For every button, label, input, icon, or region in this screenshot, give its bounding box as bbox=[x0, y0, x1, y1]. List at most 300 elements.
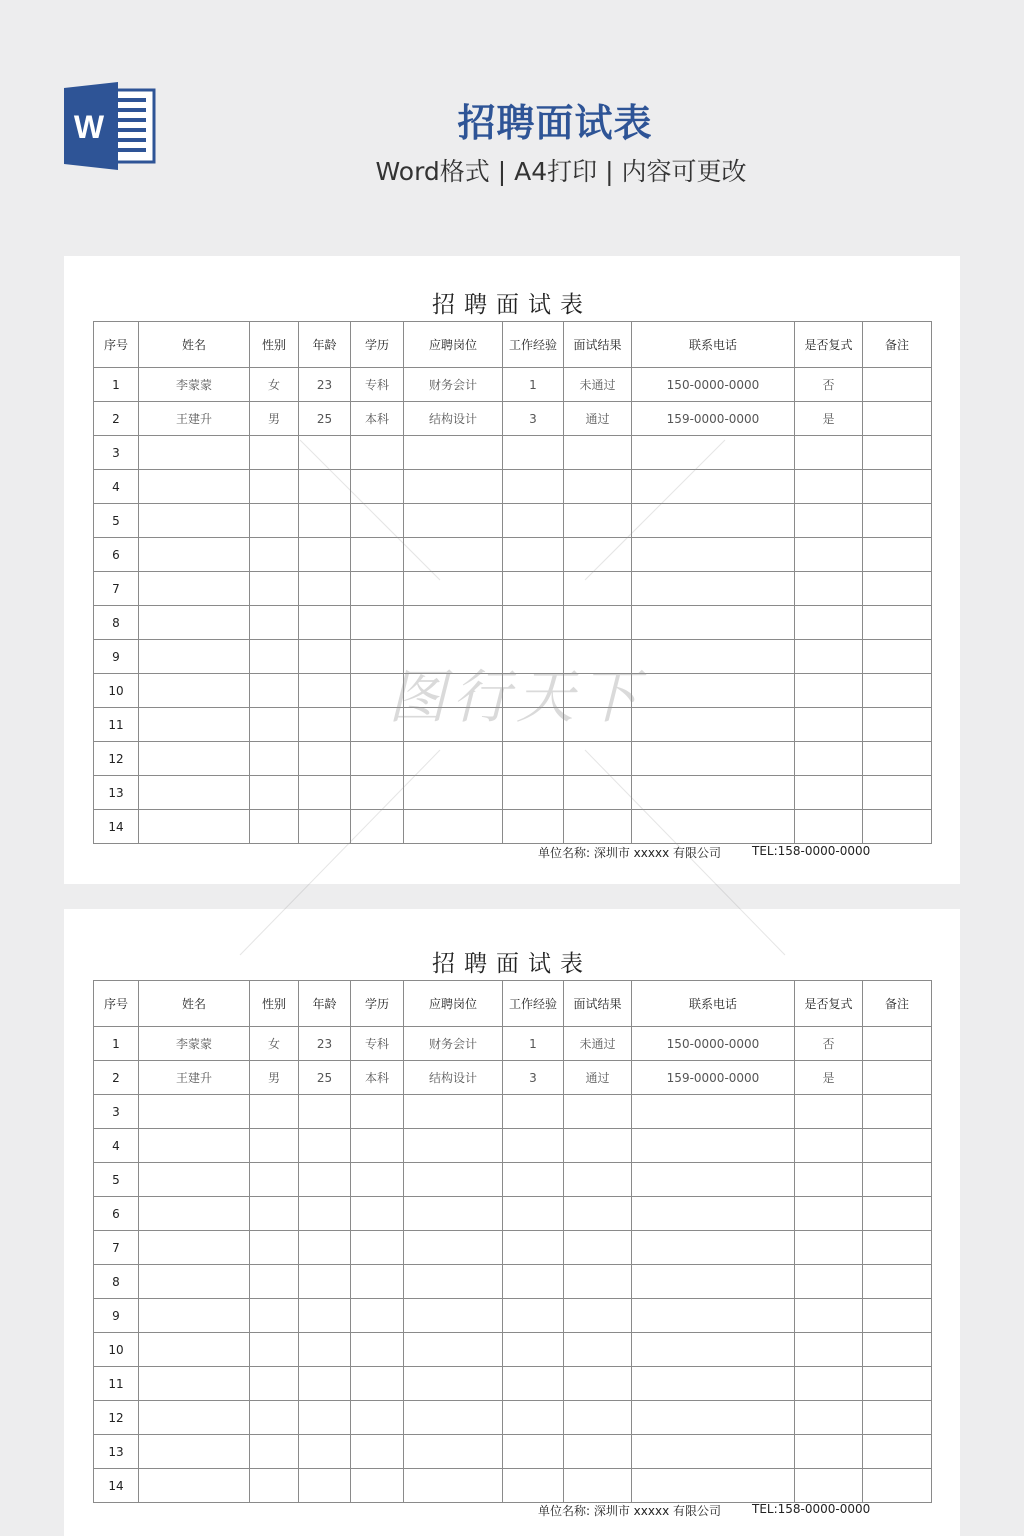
table-cell bbox=[404, 572, 503, 606]
table-cell bbox=[299, 708, 351, 742]
table-cell bbox=[863, 776, 932, 810]
table-cell bbox=[564, 1197, 632, 1231]
table-cell bbox=[863, 470, 932, 504]
table-cell bbox=[863, 1299, 932, 1333]
table-cell bbox=[299, 810, 351, 844]
table-cell: 李蒙蒙 bbox=[139, 1027, 250, 1061]
table-cell bbox=[795, 1197, 863, 1231]
table-cell bbox=[632, 674, 795, 708]
table-row bbox=[94, 1027, 932, 1061]
table-cell bbox=[795, 504, 863, 538]
table-cell bbox=[632, 1333, 795, 1367]
table-cell bbox=[139, 742, 250, 776]
table-cell bbox=[863, 640, 932, 674]
column-header: 是否复式 bbox=[795, 981, 863, 1027]
table-cell bbox=[795, 1401, 863, 1435]
table-cell bbox=[139, 1469, 250, 1503]
table-cell bbox=[404, 742, 503, 776]
table-cell bbox=[863, 1061, 932, 1095]
table-cell: 否 bbox=[795, 1027, 863, 1061]
table-row bbox=[94, 708, 932, 742]
interview-table bbox=[93, 321, 932, 844]
table-cell bbox=[503, 1333, 564, 1367]
table-cell: 男 bbox=[250, 1061, 299, 1095]
table-cell bbox=[632, 810, 795, 844]
table-cell bbox=[863, 436, 932, 470]
table-cell: 159-0000-0000 bbox=[632, 1061, 795, 1095]
table-cell bbox=[863, 708, 932, 742]
table-cell bbox=[564, 1299, 632, 1333]
table-cell bbox=[351, 572, 404, 606]
table-cell: 男 bbox=[250, 402, 299, 436]
table-cell: 25 bbox=[299, 1061, 351, 1095]
table-cell bbox=[351, 674, 404, 708]
table-cell bbox=[863, 1163, 932, 1197]
column-header: 工作经验 bbox=[503, 322, 564, 368]
row-number-cell: 1 bbox=[94, 1027, 139, 1061]
table-cell bbox=[250, 1435, 299, 1469]
table-cell bbox=[632, 1163, 795, 1197]
column-header: 面试结果 bbox=[564, 322, 632, 368]
row-number-cell: 9 bbox=[94, 1299, 139, 1333]
table-cell bbox=[299, 1333, 351, 1367]
table-cell bbox=[632, 572, 795, 606]
table-cell bbox=[139, 1129, 250, 1163]
table-cell bbox=[564, 1469, 632, 1503]
table-cell bbox=[404, 1095, 503, 1129]
table-cell bbox=[404, 674, 503, 708]
table-cell bbox=[503, 436, 564, 470]
table-cell bbox=[139, 538, 250, 572]
table-cell: 3 bbox=[503, 402, 564, 436]
table-cell bbox=[250, 1197, 299, 1231]
table-cell bbox=[404, 1163, 503, 1197]
table-cell bbox=[503, 1401, 564, 1435]
table-cell bbox=[299, 1129, 351, 1163]
table-row bbox=[94, 470, 932, 504]
table-cell bbox=[139, 1299, 250, 1333]
table-cell bbox=[139, 708, 250, 742]
column-header: 是否复式 bbox=[795, 322, 863, 368]
table-row bbox=[94, 402, 932, 436]
table-cell bbox=[404, 1197, 503, 1231]
table-cell bbox=[351, 538, 404, 572]
table-header-row bbox=[94, 322, 932, 368]
table-cell: 1 bbox=[503, 368, 564, 402]
table-cell bbox=[863, 810, 932, 844]
table-cell bbox=[250, 776, 299, 810]
column-header: 性别 bbox=[250, 981, 299, 1027]
row-number-cell: 6 bbox=[94, 538, 139, 572]
column-header: 工作经验 bbox=[503, 981, 564, 1027]
table-cell bbox=[404, 470, 503, 504]
table-cell: 是 bbox=[795, 402, 863, 436]
table-cell bbox=[299, 1163, 351, 1197]
table-cell bbox=[795, 436, 863, 470]
table-cell bbox=[404, 1265, 503, 1299]
table-row bbox=[94, 1367, 932, 1401]
table-cell bbox=[795, 640, 863, 674]
table-cell bbox=[795, 572, 863, 606]
table-cell bbox=[863, 674, 932, 708]
table-row bbox=[94, 504, 932, 538]
table-cell bbox=[863, 1401, 932, 1435]
table-cell bbox=[139, 504, 250, 538]
table-cell: 专科 bbox=[351, 368, 404, 402]
table-cell bbox=[351, 470, 404, 504]
table-row bbox=[94, 1265, 932, 1299]
table-cell bbox=[564, 1333, 632, 1367]
row-number-cell: 8 bbox=[94, 606, 139, 640]
table-cell bbox=[564, 1163, 632, 1197]
table-cell: 李蒙蒙 bbox=[139, 368, 250, 402]
column-header: 姓名 bbox=[139, 322, 250, 368]
table-cell bbox=[795, 708, 863, 742]
table-cell bbox=[404, 1231, 503, 1265]
table-row bbox=[94, 674, 932, 708]
interview-table bbox=[93, 980, 932, 1503]
table-cell bbox=[351, 1367, 404, 1401]
table-row bbox=[94, 1061, 932, 1095]
table-cell bbox=[299, 1367, 351, 1401]
table-cell: 王建升 bbox=[139, 1061, 250, 1095]
table-cell bbox=[632, 1265, 795, 1299]
table-cell: 本科 bbox=[351, 1061, 404, 1095]
footer-tel: TEL:158-0000-0000 bbox=[752, 1502, 871, 1516]
table-cell bbox=[503, 538, 564, 572]
table-cell bbox=[299, 470, 351, 504]
table-row bbox=[94, 742, 932, 776]
table-row bbox=[94, 538, 932, 572]
table-cell bbox=[863, 1027, 932, 1061]
table-cell: 未通过 bbox=[564, 1027, 632, 1061]
table-cell bbox=[139, 1401, 250, 1435]
table-row bbox=[94, 1435, 932, 1469]
table-cell bbox=[299, 606, 351, 640]
row-number-cell: 8 bbox=[94, 1265, 139, 1299]
table-cell bbox=[564, 708, 632, 742]
row-number-cell: 5 bbox=[94, 504, 139, 538]
table-cell bbox=[564, 776, 632, 810]
table-cell bbox=[503, 572, 564, 606]
table-cell bbox=[404, 436, 503, 470]
table-cell bbox=[404, 1435, 503, 1469]
column-header: 年龄 bbox=[299, 981, 351, 1027]
table-cell bbox=[632, 606, 795, 640]
table-cell bbox=[404, 1333, 503, 1367]
table-cell bbox=[503, 1095, 564, 1129]
table-cell bbox=[351, 1163, 404, 1197]
table-cell bbox=[139, 1163, 250, 1197]
table-cell bbox=[632, 1129, 795, 1163]
table-cell bbox=[250, 1231, 299, 1265]
table-cell bbox=[632, 1095, 795, 1129]
table-cell bbox=[351, 1231, 404, 1265]
table-cell bbox=[632, 538, 795, 572]
column-header: 应聘岗位 bbox=[404, 322, 503, 368]
table-cell bbox=[139, 674, 250, 708]
table-cell bbox=[299, 640, 351, 674]
table-cell bbox=[351, 1129, 404, 1163]
table-row bbox=[94, 1401, 932, 1435]
table-cell: 23 bbox=[299, 1027, 351, 1061]
table-cell: 结构设计 bbox=[404, 402, 503, 436]
table-cell: 通过 bbox=[564, 402, 632, 436]
table-row bbox=[94, 1129, 932, 1163]
table-cell bbox=[139, 470, 250, 504]
table-row bbox=[94, 776, 932, 810]
table-cell bbox=[299, 1095, 351, 1129]
table-cell: 3 bbox=[503, 1061, 564, 1095]
table-cell: 否 bbox=[795, 368, 863, 402]
table-cell bbox=[795, 1469, 863, 1503]
table-cell bbox=[299, 436, 351, 470]
table-cell bbox=[351, 1265, 404, 1299]
row-number-cell: 12 bbox=[94, 1401, 139, 1435]
row-number-cell: 3 bbox=[94, 436, 139, 470]
table-row bbox=[94, 1333, 932, 1367]
table-cell bbox=[404, 708, 503, 742]
table-cell bbox=[139, 810, 250, 844]
table-cell bbox=[250, 1163, 299, 1197]
table-cell: 王建升 bbox=[139, 402, 250, 436]
table-cell bbox=[863, 1469, 932, 1503]
table-cell bbox=[632, 640, 795, 674]
table-cell bbox=[795, 1299, 863, 1333]
row-number-cell: 10 bbox=[94, 1333, 139, 1367]
sheet-title: 招聘面试表 bbox=[432, 292, 592, 318]
table-cell bbox=[564, 1435, 632, 1469]
table-cell: 150-0000-0000 bbox=[632, 1027, 795, 1061]
table-cell bbox=[632, 504, 795, 538]
table-cell bbox=[795, 776, 863, 810]
table-cell bbox=[299, 1231, 351, 1265]
table-cell bbox=[564, 606, 632, 640]
table-row bbox=[94, 1163, 932, 1197]
table-cell bbox=[503, 1129, 564, 1163]
column-header: 联系电话 bbox=[632, 981, 795, 1027]
table-cell bbox=[299, 674, 351, 708]
table-cell bbox=[250, 606, 299, 640]
row-number-cell: 13 bbox=[94, 776, 139, 810]
table-cell bbox=[632, 1197, 795, 1231]
table-cell bbox=[795, 1333, 863, 1367]
table-cell bbox=[250, 572, 299, 606]
table-cell bbox=[564, 504, 632, 538]
table-cell bbox=[351, 504, 404, 538]
table-cell bbox=[795, 1129, 863, 1163]
table-cell bbox=[250, 674, 299, 708]
row-number-cell: 7 bbox=[94, 1231, 139, 1265]
table-cell bbox=[564, 1095, 632, 1129]
page-header bbox=[0, 0, 1024, 240]
table-cell bbox=[404, 606, 503, 640]
column-header: 联系电话 bbox=[632, 322, 795, 368]
column-header: 性别 bbox=[250, 322, 299, 368]
sheet-title: 招聘面试表 bbox=[432, 951, 592, 977]
table-cell bbox=[632, 1469, 795, 1503]
table-cell bbox=[250, 640, 299, 674]
table-cell bbox=[351, 1401, 404, 1435]
table-cell bbox=[863, 504, 932, 538]
row-number-cell: 12 bbox=[94, 742, 139, 776]
page-title: 招聘面试表 bbox=[457, 101, 653, 145]
table-cell bbox=[795, 1163, 863, 1197]
column-header: 序号 bbox=[94, 981, 139, 1027]
column-header: 姓名 bbox=[139, 981, 250, 1027]
table-row bbox=[94, 810, 932, 844]
table-cell bbox=[139, 1333, 250, 1367]
row-number-cell: 11 bbox=[94, 1367, 139, 1401]
table-cell bbox=[404, 1401, 503, 1435]
table-cell bbox=[795, 1435, 863, 1469]
table-cell bbox=[863, 1435, 932, 1469]
table-cell bbox=[503, 1163, 564, 1197]
table-cell bbox=[250, 1401, 299, 1435]
table-cell bbox=[250, 538, 299, 572]
table-cell bbox=[404, 810, 503, 844]
table-cell bbox=[250, 470, 299, 504]
table-cell bbox=[250, 1367, 299, 1401]
table-cell bbox=[299, 776, 351, 810]
table-cell bbox=[795, 674, 863, 708]
column-header: 学历 bbox=[351, 981, 404, 1027]
word-icon-letter: W bbox=[73, 109, 105, 145]
table-cell: 23 bbox=[299, 368, 351, 402]
row-number-cell: 13 bbox=[94, 1435, 139, 1469]
row-number-cell: 4 bbox=[94, 470, 139, 504]
table-cell bbox=[503, 1469, 564, 1503]
table-cell bbox=[503, 1299, 564, 1333]
table-cell bbox=[503, 504, 564, 538]
footer-tel: TEL:158-0000-0000 bbox=[752, 844, 871, 858]
table-cell bbox=[564, 1401, 632, 1435]
table-cell bbox=[632, 470, 795, 504]
column-header: 学历 bbox=[351, 322, 404, 368]
row-number-cell: 14 bbox=[94, 810, 139, 844]
table-cell bbox=[863, 742, 932, 776]
column-header: 序号 bbox=[94, 322, 139, 368]
table-cell bbox=[250, 436, 299, 470]
table-cell bbox=[404, 640, 503, 674]
table-cell bbox=[564, 1367, 632, 1401]
table-cell bbox=[564, 742, 632, 776]
table-cell bbox=[351, 1435, 404, 1469]
row-number-cell: 1 bbox=[94, 368, 139, 402]
table-cell bbox=[351, 640, 404, 674]
table-cell bbox=[503, 1197, 564, 1231]
table-cell bbox=[250, 708, 299, 742]
table-cell bbox=[503, 606, 564, 640]
table-cell bbox=[351, 1197, 404, 1231]
table-cell bbox=[564, 470, 632, 504]
row-number-cell: 3 bbox=[94, 1095, 139, 1129]
table-cell bbox=[351, 606, 404, 640]
table-cell bbox=[503, 1231, 564, 1265]
table-cell bbox=[564, 810, 632, 844]
table-cell bbox=[863, 1265, 932, 1299]
table-cell bbox=[299, 1265, 351, 1299]
table-cell bbox=[632, 1299, 795, 1333]
table-cell bbox=[404, 1129, 503, 1163]
table-cell bbox=[632, 1435, 795, 1469]
table-cell bbox=[250, 1299, 299, 1333]
table-cell bbox=[863, 606, 932, 640]
table-cell bbox=[139, 436, 250, 470]
table-cell bbox=[250, 810, 299, 844]
table-cell: 财务会计 bbox=[404, 1027, 503, 1061]
column-header: 备注 bbox=[863, 981, 932, 1027]
table-cell bbox=[863, 538, 932, 572]
table-header-row bbox=[94, 981, 932, 1027]
table-cell: 专科 bbox=[351, 1027, 404, 1061]
table-cell bbox=[503, 1435, 564, 1469]
table-cell bbox=[795, 742, 863, 776]
table-cell bbox=[503, 674, 564, 708]
table-cell bbox=[404, 1469, 503, 1503]
table-cell bbox=[250, 1265, 299, 1299]
row-number-cell: 2 bbox=[94, 1061, 139, 1095]
table-cell bbox=[503, 708, 564, 742]
form-sheet-1 bbox=[64, 256, 960, 884]
table-cell bbox=[299, 1299, 351, 1333]
table-cell bbox=[404, 538, 503, 572]
watermark-text: 图行天下 bbox=[388, 663, 645, 731]
table-cell bbox=[795, 538, 863, 572]
table-cell bbox=[299, 1435, 351, 1469]
table-row bbox=[94, 606, 932, 640]
table-cell bbox=[564, 1231, 632, 1265]
table-cell bbox=[250, 504, 299, 538]
table-cell bbox=[863, 1231, 932, 1265]
column-header: 年龄 bbox=[299, 322, 351, 368]
row-number-cell: 2 bbox=[94, 402, 139, 436]
row-number-cell: 6 bbox=[94, 1197, 139, 1231]
table-row bbox=[94, 1095, 932, 1129]
table-cell bbox=[863, 1333, 932, 1367]
table-cell bbox=[863, 1095, 932, 1129]
footer-company: 单位名称: 深圳市 xxxxx 有限公司 bbox=[538, 1504, 721, 1518]
table-cell bbox=[564, 1265, 632, 1299]
table-cell bbox=[863, 1367, 932, 1401]
row-number-cell: 14 bbox=[94, 1469, 139, 1503]
table-cell bbox=[351, 810, 404, 844]
table-cell bbox=[299, 1469, 351, 1503]
table-cell bbox=[863, 1197, 932, 1231]
table-cell bbox=[250, 1333, 299, 1367]
table-cell bbox=[299, 572, 351, 606]
column-header: 备注 bbox=[863, 322, 932, 368]
table-cell bbox=[503, 1265, 564, 1299]
table-cell bbox=[351, 1299, 404, 1333]
table-cell bbox=[139, 1197, 250, 1231]
table-cell bbox=[632, 436, 795, 470]
table-cell bbox=[250, 1469, 299, 1503]
table-cell bbox=[299, 538, 351, 572]
table-cell bbox=[404, 1299, 503, 1333]
table-cell bbox=[250, 1129, 299, 1163]
table-cell bbox=[139, 1231, 250, 1265]
table-cell bbox=[863, 1129, 932, 1163]
table-cell bbox=[351, 776, 404, 810]
table-cell: 财务会计 bbox=[404, 368, 503, 402]
page-subtitle: Word格式 | A4打印 | 内容可更改 bbox=[375, 157, 747, 186]
table-cell bbox=[139, 776, 250, 810]
table-row bbox=[94, 1197, 932, 1231]
table-cell: 150-0000-0000 bbox=[632, 368, 795, 402]
table-cell bbox=[564, 572, 632, 606]
table-cell: 女 bbox=[250, 1027, 299, 1061]
